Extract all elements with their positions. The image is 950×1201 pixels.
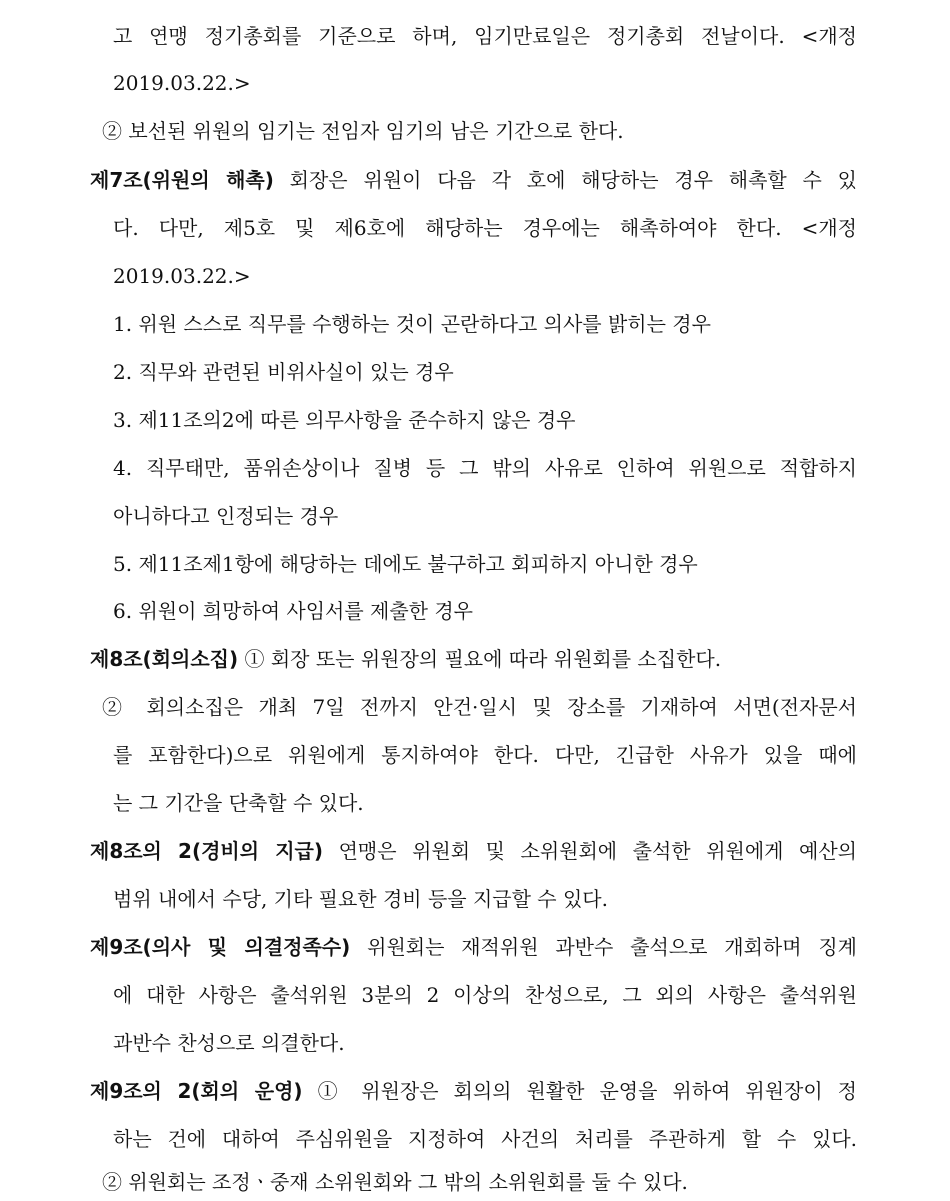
article-text: 회장은 위원이 다음 각 호에 해당하는 경우 해촉할 수 있 xyxy=(289,168,857,192)
article-9-2-line xyxy=(90,1077,857,1105)
article-title: 제9조의 2(회의 운영) xyxy=(90,1079,303,1103)
text-line: ② 보선된 위원의 임기는 전임자 임기의 남은 기간으로 한다. xyxy=(102,119,624,143)
text-line: 2019.03.22.> xyxy=(113,71,251,95)
list-item: 아니하다고 인정되는 경우 xyxy=(113,504,339,528)
text-line: 다. 다만, 제5호 및 제6호에 해당하는 경우에는 해촉하여야 한다. <개정 xyxy=(113,216,857,240)
text-line: 범위 내에서 수당, 기타 필요한 경비 등을 지급할 수 있다. xyxy=(113,887,608,911)
article-text: 연맹은 위원회 및 소위원회에 출석한 위원에게 예산의 xyxy=(338,839,857,863)
text-line: ② 회의소집은 개최 7일 전까지 안건·일시 및 장소를 기재하여 서면(전자문서 xyxy=(102,695,857,719)
text-line: 를 포함한다)으로 위원에게 통지하여야 한다. 다만, 긴급한 사유가 있을 때에 xyxy=(113,743,857,767)
list-item: 2. 직무와 관련된 비위사실이 있는 경우 xyxy=(113,360,454,384)
article-8-line xyxy=(90,645,721,673)
article-title: 제8조(회의소집) xyxy=(90,647,239,671)
text-line: 는 그 기간을 단축할 수 있다. xyxy=(113,791,364,815)
article-text: 위원회는 재적위원 과반수 출석으로 개회하며 징계 xyxy=(367,935,858,959)
article-text: ① 위원장은 회의의 원활한 운영을 위하여 위원장이 정 xyxy=(317,1079,857,1103)
text-line: 하는 건에 대하여 주심위원을 지정하여 사건의 처리를 주관하게 할 수 있다. xyxy=(113,1127,857,1151)
article-title: 제9조(의사 및 의결정족수) xyxy=(90,935,351,959)
list-item: 3. 제11조의2에 따른 의무사항을 준수하지 않은 경우 xyxy=(113,408,576,432)
list-item: 4. 직무태만, 품위손상이나 질병 등 그 밖의 사유로 인하여 위원으로 적합하지 xyxy=(113,456,857,480)
article-9-line xyxy=(90,933,857,961)
article-title: 제8조의 2(경비의 지급) xyxy=(90,839,324,863)
list-item: 1. 위원 스스로 직무를 수행하는 것이 곤란하다고 의사를 밝히는 경우 xyxy=(113,312,711,336)
article-8-2-line xyxy=(90,837,857,865)
article-text: ① 회장 또는 위원장의 필요에 따라 위원회를 소집한다. xyxy=(244,647,722,671)
list-item: 5. 제11조제1항에 해당하는 데에도 불구하고 회피하지 아니한 경우 xyxy=(113,552,698,576)
article-7-line xyxy=(90,166,857,194)
text-line: 고 연맹 정기총회를 기준으로 하며, 임기만료일은 정기총회 전날이다. <개정 xyxy=(113,24,857,48)
text-line: 과반수 찬성으로 의결한다. xyxy=(113,1031,345,1055)
article-title: 제7조(위원의 해촉) xyxy=(90,168,274,192)
text-line: ② 위원회는 조정ㆍ중재 소위원회와 그 밖의 소위원회를 둘 수 있다. xyxy=(102,1170,688,1194)
text-line: 2019.03.22.> xyxy=(113,264,251,288)
list-item: 6. 위원이 희망하여 사임서를 제출한 경우 xyxy=(113,599,473,623)
text-line: 에 대한 사항은 출석위원 3분의 2 이상의 찬성으로, 그 외의 사항은 출석위원 xyxy=(113,983,857,1007)
